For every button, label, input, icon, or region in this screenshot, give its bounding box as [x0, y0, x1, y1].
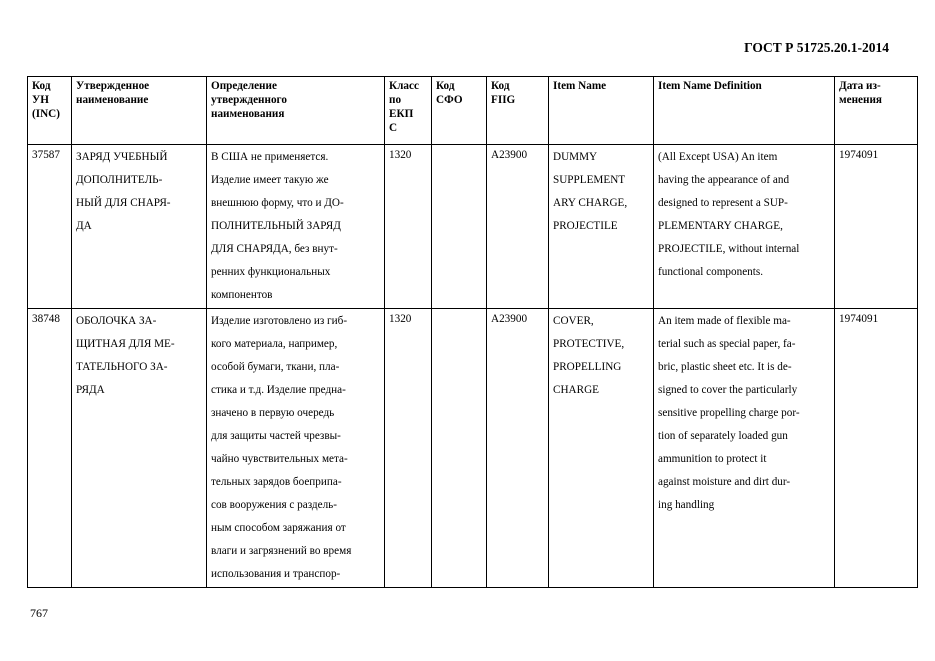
- column-header-approved-name: Утвержденное наименование: [72, 77, 207, 145]
- cell-approved-name: ОБОЛОЧКА ЗА- ЩИТНАЯ ДЛЯ МЕ- ТАТЕЛЬНОГО ЗА- РЯДА: [72, 309, 207, 588]
- column-header-definition: Определение утвержденного наименования: [207, 77, 385, 145]
- column-header-sfo: Код СФО: [432, 77, 487, 145]
- column-header-fiig: Код FIIG: [487, 77, 549, 145]
- cell-sfo: [432, 309, 487, 588]
- cell-item-name: COVER, PROTECTIVE, PROPELLING CHARGE: [549, 309, 654, 588]
- table-header-row: [28, 77, 918, 145]
- cell-definition: В США не применяется. Изделие имеет такую же внешнюю форму, что и ДО- ПОЛНИТЕЛЬНЫЙ ЗАРЯД ДЛЯ СНАРЯДА, без внут- ренних функциональных компонентов: [207, 145, 385, 309]
- cell-item-definition: (All Except USA) An item having the appearance of and designed to represent a SUP- PLEMENTARY CHARGE, PROJECTILE, without internal functional components.: [654, 145, 835, 309]
- cell-fiig: A23900: [487, 309, 549, 588]
- cell-class: 1320: [385, 309, 432, 588]
- column-header-change-date: Дата из- менения: [835, 77, 918, 145]
- column-header-item-definition: Item Name Definition: [654, 77, 835, 145]
- page-number: 767: [30, 606, 48, 620]
- cell-change-date: 1974091: [835, 145, 918, 309]
- cell-item-name: DUMMY SUPPLEMENT ARY CHARGE, PROJECTILE: [549, 145, 654, 309]
- catalog-table: [27, 76, 918, 588]
- table-row: [28, 145, 918, 309]
- cell-item-definition: An item made of flexible ma- terial such as special paper, fa- bric, plastic sheet etc. It is de- signed to cover the particularly sensitive propelling charge por- tion of separately loaded gun ammunition to protect it against moisture and dirt dur- ing handling: [654, 309, 835, 588]
- cell-inc: 37587: [28, 145, 72, 309]
- document-standard-header: ГОСТ Р 51725.20.1-2014: [744, 40, 889, 55]
- column-header-item-name: Item Name: [549, 77, 654, 145]
- column-header-inc: Код УН (INC): [28, 77, 72, 145]
- cell-sfo: [432, 145, 487, 309]
- cell-fiig: A23900: [487, 145, 549, 309]
- cell-class: 1320: [385, 145, 432, 309]
- table-row: [28, 309, 918, 588]
- column-header-class: Класс по ЕКП С: [385, 77, 432, 145]
- cell-inc: 38748: [28, 309, 72, 588]
- cell-approved-name: ЗАРЯД УЧЕБНЫЙ ДОПОЛНИТЕЛЬ- НЫЙ ДЛЯ СНАРЯ- ДА: [72, 145, 207, 309]
- cell-definition: Изделие изготовлено из гиб- кого материала, например, особой бумаги, ткани, пла- стика и т.д. Изделие предна- значено в первую очередь для защиты частей чрезвы- чайно чувствительных мета- тельных зарядов боеприпа- сов вооружения с раздель- ным способом заряжания от влаги и загрязнений во время использования и транспор-: [207, 309, 385, 588]
- cell-change-date: 1974091: [835, 309, 918, 588]
